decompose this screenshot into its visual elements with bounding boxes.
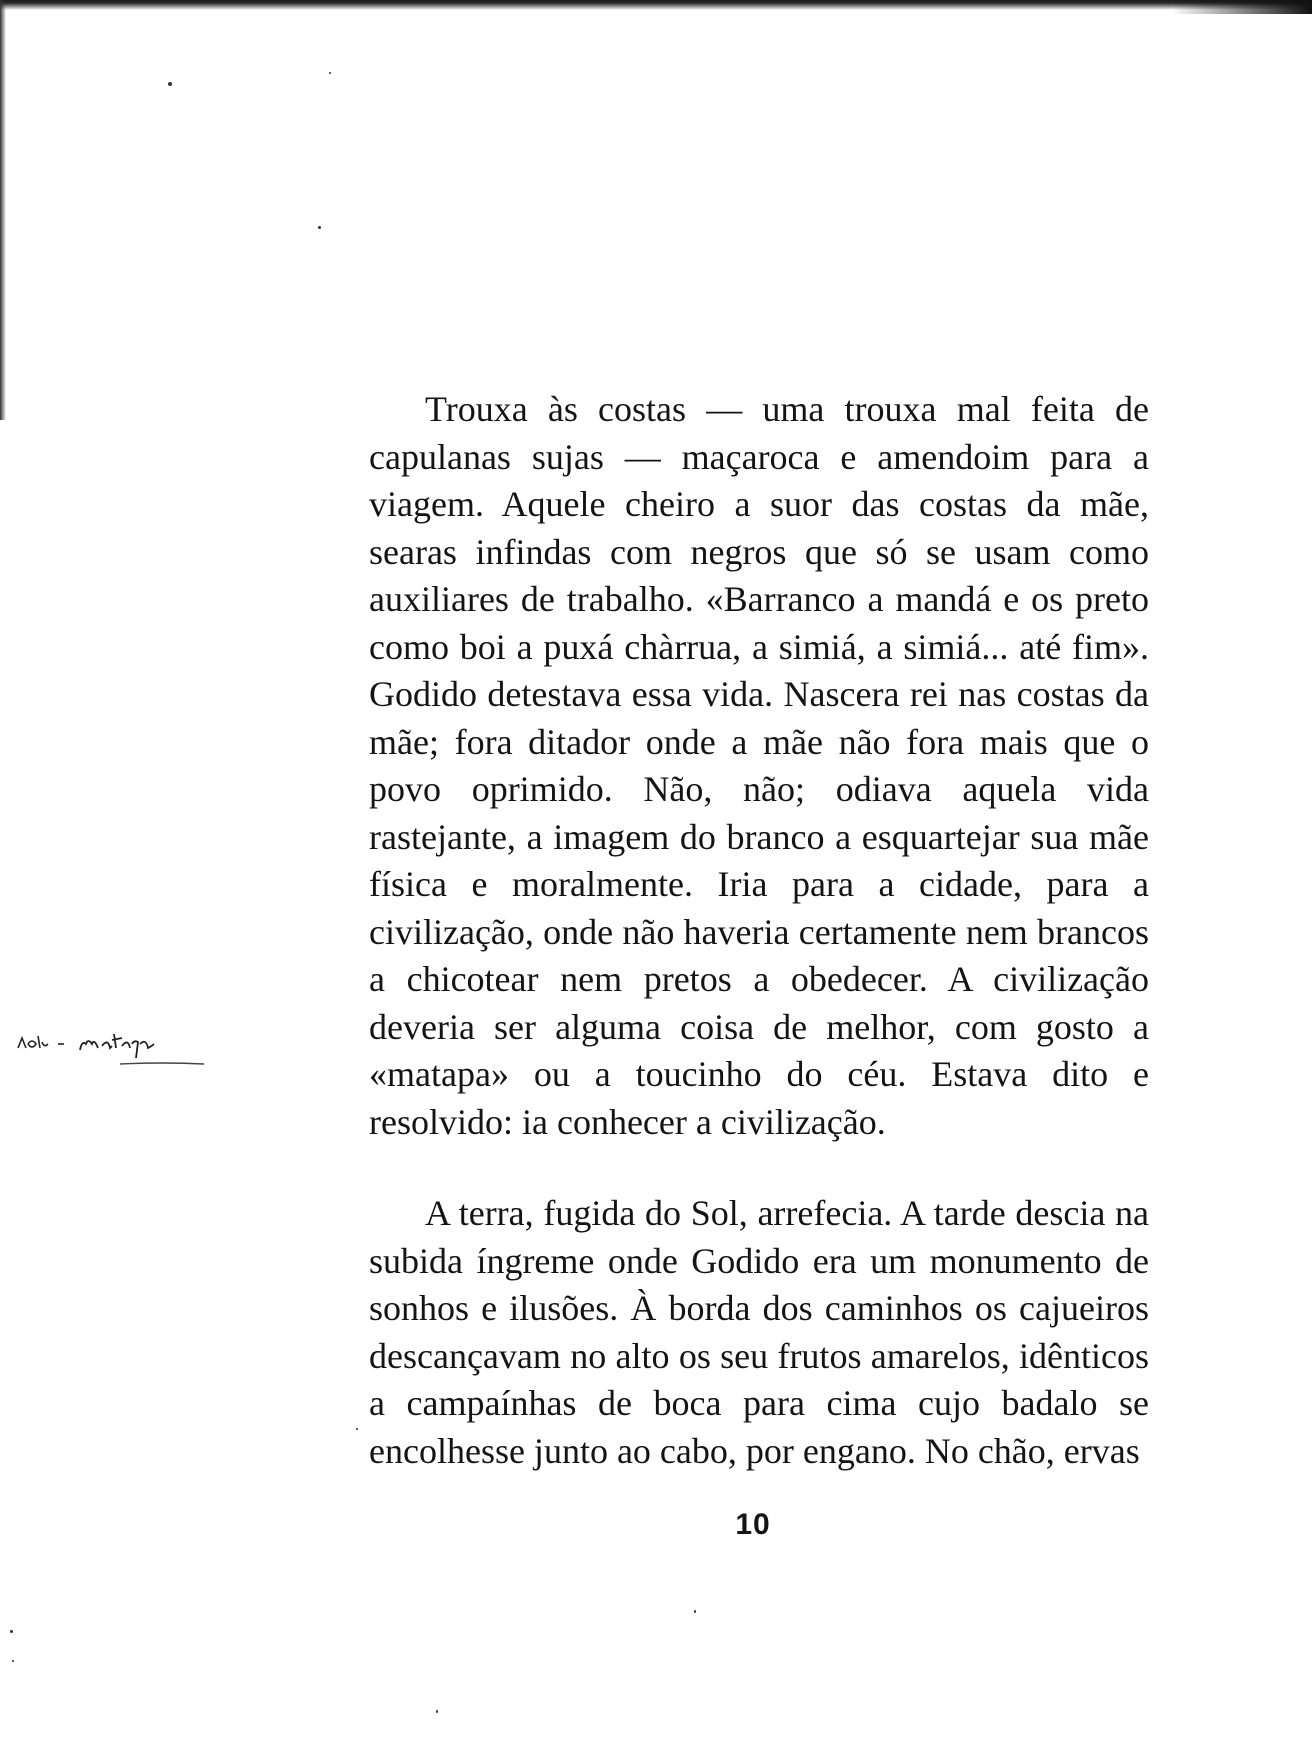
- paragraph: Trouxa às costas — uma trouxa mal feita de capulanas sujas — maçaroca e amendoim para a viagem. Aquele cheiro a suor das costas da mãe, searas infindas com negros que só se usam como auxiliares de trabalho. «Barranco a mandá e os preto como boi a puxá chàrrua, a simiá, a simiá... até fim». Godido detestava essa vida. Nascera rei nas costas da mãe; fora ditador onde a mãe não fora mais que o povo oprimido. Não, não; odiava aquela vida rastejante, a imagem do branco a esquartejar sua mãe física e moralmente. Iria para a cidade, para a civilização, onde não haveria certamente nem brancos a chicotear nem pretos a obedecer. A civilização deveria ser alguma coisa de melhor, com gosto a «matapa» ou a toucinho do céu. Estava dito e resolvido: ia conhecer a civilização.: [369, 389, 1149, 1142]
- scan-left-edge: [0, 0, 6, 420]
- body-text: [369, 386, 1149, 1475]
- paragraph: A terra, fugida do Sol, arrefecia. A tarde descia na subida íngreme onde Godido era um monumento de sonhos e ilusões. À borda dos caminhos os cajueiros descançavam no alto os seu frutos amarelos, idênticos a campaínhas de boca para cima cujo badalo se encolhesse junto ao cabo, por engano. No chão, ervas: [369, 1193, 1149, 1471]
- scan-top-edge: [0, 0, 1312, 10]
- scan-speck: [329, 72, 331, 74]
- page-number: 10: [735, 1508, 771, 1541]
- scan-speck: [12, 1660, 14, 1662]
- scan-speck: [694, 1610, 696, 1613]
- scan-speck: [168, 82, 172, 86]
- scan-speck: [436, 1710, 438, 1713]
- handwritten-margin-note: [14, 1018, 234, 1074]
- scan-speck: [356, 1428, 358, 1430]
- scan-speck: [10, 1630, 13, 1633]
- scan-speck: [318, 226, 321, 229]
- scan-corner-shadow: [1172, 0, 1312, 14]
